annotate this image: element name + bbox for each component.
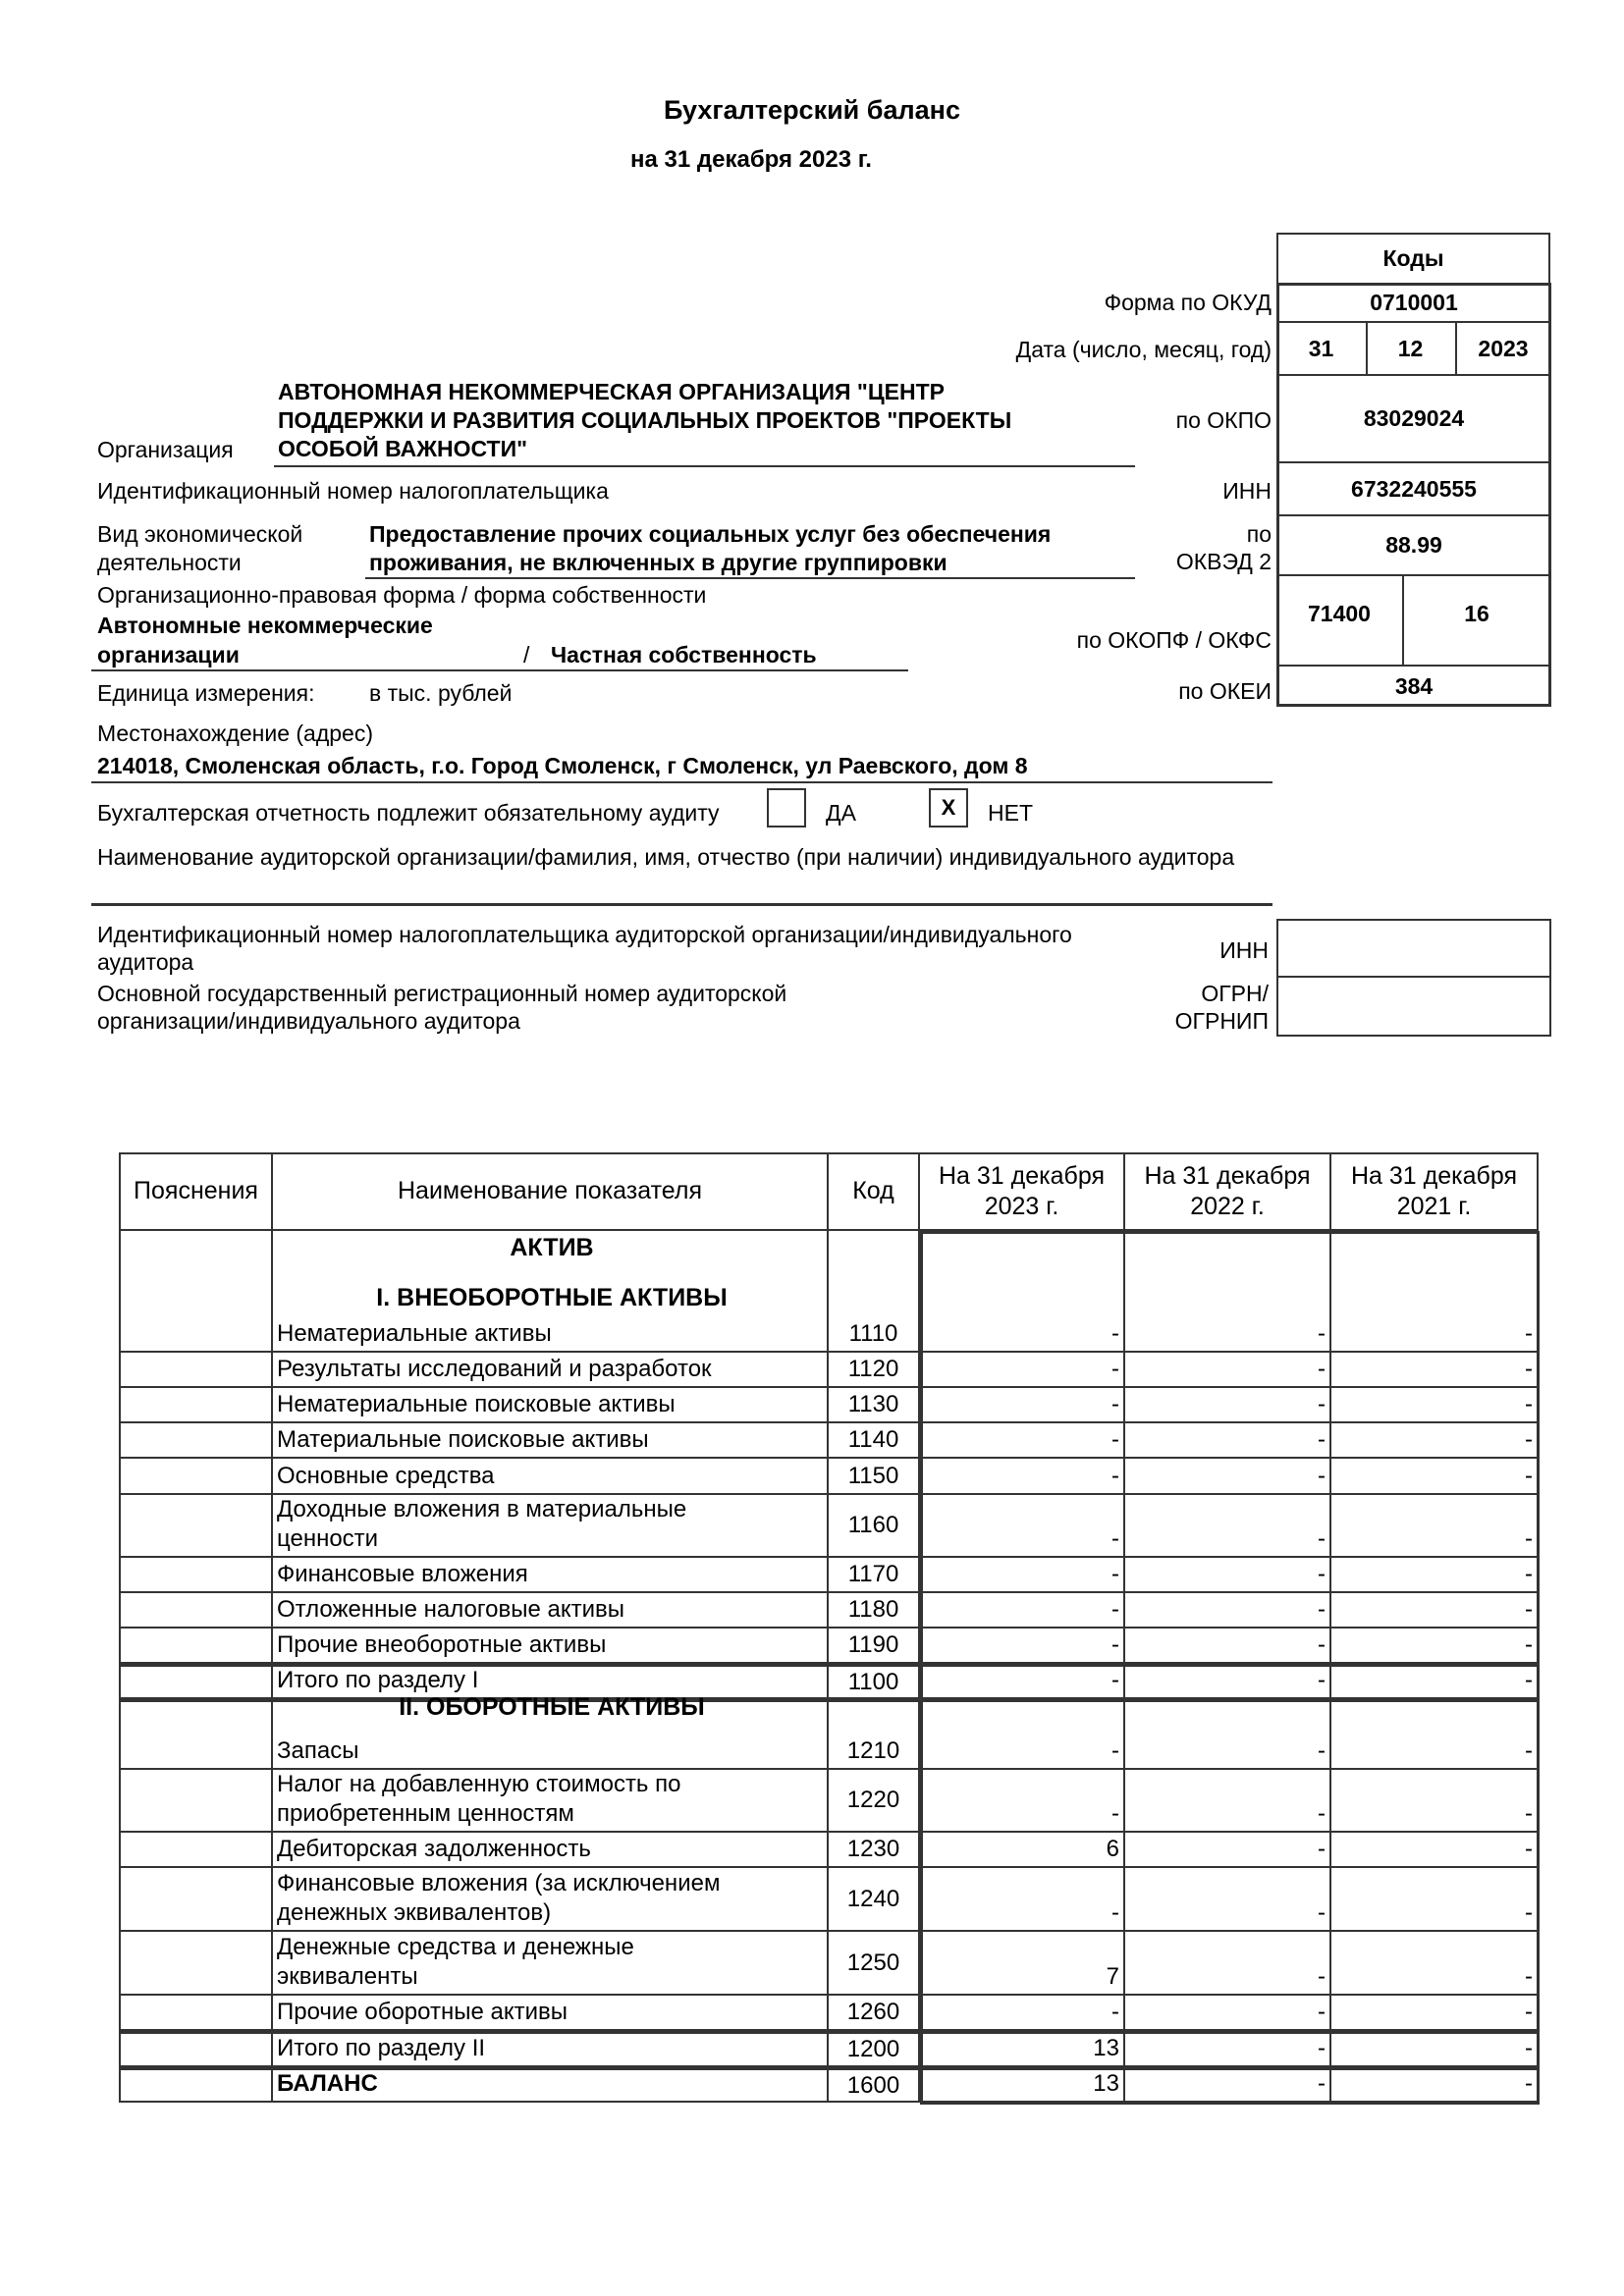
row-name — [273, 1868, 829, 1932]
address-label: Местонахождение (адрес) — [97, 721, 373, 746]
row-name-text: Основные средства — [277, 1463, 495, 1489]
row-name-text: Финансовые вложения — [277, 1561, 528, 1587]
row-notes — [119, 1629, 273, 1664]
row-code: 1600 — [829, 2070, 920, 2103]
row-notes — [119, 1495, 273, 1558]
date-label: Дата (число, месяц, год) — [1015, 337, 1272, 362]
address-value: 214018, Смоленская область, г.о. Город Смоленск, г Смоленск, ул Раевского, дом 8 — [97, 753, 1028, 778]
activity-line-1: Предоставление прочих социальных услуг без обеспечения — [369, 521, 1052, 547]
row-name-text: Итого по разделу II — [277, 2035, 486, 2061]
row-code: 1240 — [829, 1868, 920, 1932]
auditor-inn-text-1: Идентификационный номер налогоплательщика аудиторской организации/индивидуального — [97, 922, 1072, 947]
row-code: 1190 — [829, 1629, 920, 1664]
row-name-text: Доходные вложения в материальные — [277, 1496, 687, 1522]
page-title: Бухгалтерский баланс — [664, 95, 960, 125]
row-name-text: ценности — [277, 1525, 379, 1552]
row-name — [273, 1459, 829, 1495]
row-value-2023: - — [920, 1423, 1125, 1459]
table-row-1250 — [119, 1932, 1539, 1996]
row-name — [273, 2034, 829, 2067]
row-name — [273, 1558, 829, 1593]
row-name — [273, 1629, 829, 1664]
unit-value: в тыс. рублей — [369, 680, 513, 706]
okopf-label: по ОКОПФ / ОКФС — [1076, 627, 1272, 653]
auditor-ogrn-field[interactable] — [1276, 976, 1551, 1037]
table-row-1240 — [119, 1868, 1539, 1932]
row-name-text: Дебиторская задолженность — [277, 1836, 591, 1862]
table-row-1190 — [119, 1629, 1539, 1664]
section-2-heading: II. ОБОРОТНЫЕ АКТИВЫ — [399, 1692, 705, 1721]
col-name: Наименование показателя — [273, 1154, 829, 1231]
organization-name-line-1: АВТОНОМНАЯ НЕКОММЕРЧЕСКАЯ ОРГАНИЗАЦИЯ "ЦЕНТР — [278, 379, 945, 404]
row-value-2021: - — [1331, 1459, 1539, 1495]
row-name-text: эквиваленты — [277, 1963, 418, 1990]
row-notes — [119, 1558, 273, 1593]
row-code: 1110 — [829, 1231, 920, 1353]
row-code: 1200 — [829, 2034, 920, 2067]
row-code: 1250 — [829, 1932, 920, 1996]
legal-form-separator: / — [523, 642, 530, 667]
row-code: 1160 — [829, 1495, 920, 1558]
row-notes — [119, 1388, 273, 1423]
okud-code: 0710001 — [1370, 290, 1458, 315]
okopf-code: 71400 — [1308, 600, 1371, 626]
activity-line-2: проживания, не включенных в другие группировки — [369, 550, 947, 575]
row-code: 1150 — [829, 1459, 920, 1495]
table-row-1260 — [119, 1996, 1539, 2031]
col-2021: На 31 декабря 2021 г. — [1331, 1154, 1539, 1231]
unit-label: Единица измерения: — [97, 680, 315, 706]
row-notes — [119, 1868, 273, 1932]
row-notes — [119, 1423, 273, 1459]
date-year: 2023 — [1478, 335, 1529, 361]
row-code: 1230 — [829, 1833, 920, 1868]
row-value-2023: - — [920, 1770, 1125, 1833]
row-value-2023: 6 — [920, 1833, 1125, 1868]
col-notes: Пояснения — [119, 1154, 273, 1231]
row-value-2021: - — [1331, 1388, 1539, 1423]
row-name — [273, 1932, 829, 1996]
row-name-text: Прочие оборотные активы — [277, 1999, 568, 2025]
row-name — [273, 1495, 829, 1558]
row-value-2022: - — [1125, 1667, 1331, 1699]
auditor-ogrn-label-2: ОГРНИП — [1174, 1008, 1269, 1034]
row-notes — [119, 2070, 273, 2103]
auditor-inn-text-2: аудитора — [97, 949, 194, 975]
table-row-1170 — [119, 1558, 1539, 1593]
row-value-2021: - — [1331, 1667, 1539, 1699]
row-notes — [119, 2034, 273, 2067]
row-value-2021: - — [1331, 1629, 1539, 1664]
row-code: 1220 — [829, 1770, 920, 1833]
row-name-text: Отложенные налоговые активы — [277, 1596, 624, 1623]
table-row-1110 — [119, 1231, 1539, 1353]
row-notes — [119, 1770, 273, 1833]
row-value-2022: - — [1125, 1558, 1331, 1593]
row-value-2023: - — [920, 1388, 1125, 1423]
row-value-2023: - — [920, 1629, 1125, 1664]
row-name-text: Денежные средства и денежные — [277, 1934, 634, 1960]
row-value-2022: - — [1125, 1868, 1331, 1932]
activity-label-1: Вид экономической — [97, 521, 303, 547]
row-value-2023: - — [920, 1459, 1125, 1495]
row-value-2023: - — [920, 1231, 1125, 1353]
row-notes — [119, 1996, 273, 2031]
row-name-text: Финансовые вложения (за исключением — [277, 1870, 721, 1896]
row-value-2022: - — [1125, 1495, 1331, 1558]
audit-yes-label: ДА — [826, 800, 856, 826]
row-value-2022: - — [1125, 1702, 1331, 1770]
row-value-2021: - — [1331, 1231, 1539, 1353]
aktiv-heading: АКТИВ — [510, 1233, 594, 1261]
row-value-2022: - — [1125, 2034, 1331, 2067]
row-value-2022: - — [1125, 1932, 1331, 1996]
okpo-label: по ОКПО — [1175, 407, 1272, 433]
legal-form-line-2: организации — [97, 642, 240, 667]
okei-code: 384 — [1394, 672, 1434, 699]
auditor-ogrn-text-1: Основной государственный регистрационный номер аудиторской — [97, 981, 787, 1006]
row-value-2022: - — [1125, 1353, 1331, 1388]
row-value-2021: - — [1331, 1770, 1539, 1833]
table-row-1230 — [119, 1833, 1539, 1868]
row-name-text: Итого по разделу I — [277, 1667, 479, 1693]
row-notes — [119, 1231, 273, 1353]
row-value-2022: - — [1125, 1629, 1331, 1664]
table-row-1600 — [119, 2067, 1539, 2103]
row-value-2022: - — [1125, 1833, 1331, 1868]
okpo-code: 83029024 — [1363, 405, 1465, 431]
inn-text: Идентификационный номер налогоплательщика — [97, 478, 609, 504]
row-value-2022: - — [1125, 1388, 1331, 1423]
table-row-1180 — [119, 1593, 1539, 1629]
table-row-1150 — [119, 1459, 1539, 1495]
col-2023: На 31 декабря 2023 г. — [920, 1154, 1125, 1231]
table-row-1210 — [119, 1692, 1539, 1770]
row-value-2022: - — [1125, 1996, 1331, 2031]
row-value-2021: - — [1331, 1702, 1539, 1770]
row-name-text: Нематериальные поисковые активы — [277, 1391, 676, 1417]
auditor-ogrn-label-1: ОГРН/ — [1201, 981, 1269, 1006]
row-notes — [119, 1833, 273, 1868]
table-row-1220 — [119, 1770, 1539, 1833]
row-value-2021: - — [1331, 1423, 1539, 1459]
organization-name-line-2: ПОДДЕРЖКИ И РАЗВИТИЯ СОЦИАЛЬНЫХ ПРОЕКТОВ "ПРОЕКТЫ — [278, 407, 1012, 433]
organization-label: Организация — [97, 437, 234, 462]
legal-form-label: Организационно-правовая форма / форма собственности — [97, 582, 707, 608]
row-code: 1130 — [829, 1388, 920, 1423]
row-value-2022: - — [1125, 1593, 1331, 1629]
codes-title: Коды — [1382, 245, 1444, 271]
row-code: 1170 — [829, 1558, 920, 1593]
row-code: 1140 — [829, 1423, 920, 1459]
row-code: 1120 — [829, 1353, 920, 1388]
row-value-2023: 13 — [920, 2034, 1125, 2067]
page-subtitle: на 31 декабря 2023 г. — [630, 146, 872, 173]
row-value-2023: 13 — [920, 2070, 1125, 2103]
row-notes — [119, 1593, 273, 1629]
row-value-2021: - — [1331, 1868, 1539, 1932]
row-name — [273, 1231, 829, 1353]
row-value-2023: - — [920, 1868, 1125, 1932]
table-row-1140 — [119, 1423, 1539, 1459]
row-value-2023: - — [920, 1667, 1125, 1699]
organization-name-line-3: ОСОБОЙ ВАЖНОСТИ" — [278, 436, 528, 461]
table-row-1200 — [119, 2031, 1539, 2067]
row-value-2021: - — [1331, 2034, 1539, 2067]
table-header-row — [119, 1152, 1539, 1231]
row-name — [273, 1996, 829, 2031]
row-notes — [119, 1353, 273, 1388]
okved-label-1: по — [1246, 521, 1272, 547]
row-value-2023: 7 — [920, 1932, 1125, 1996]
date-month: 12 — [1397, 335, 1424, 361]
row-name-text: денежных эквивалентов) — [277, 1899, 552, 1926]
row-name-text: Прочие внеоборотные активы — [277, 1631, 607, 1658]
row-code: 1210 — [829, 1702, 920, 1770]
row-notes — [119, 1702, 273, 1770]
section-1-heading: I. ВНЕОБОРОТНЫЕ АКТИВЫ — [376, 1283, 728, 1311]
table-row-1120 — [119, 1353, 1539, 1388]
inn-label: ИНН — [1222, 478, 1272, 504]
table-row-1160 — [119, 1495, 1539, 1558]
row-name — [273, 1833, 829, 1868]
row-value-2022: - — [1125, 1770, 1331, 1833]
row-name-text: БАЛАНС — [277, 2070, 378, 2097]
okud-label: Форма по ОКУД — [1104, 290, 1272, 315]
row-code: 1100 — [829, 1667, 920, 1699]
okved-code: 88.99 — [1385, 532, 1442, 558]
row-name-text: приобретенным ценностям — [277, 1800, 574, 1827]
audit-question: Бухгалтерская отчетность подлежит обязательному аудиту — [97, 800, 720, 826]
auditor-ogrn-text-2: организации/индивидуального аудитора — [97, 1008, 520, 1034]
table-row-1130 — [119, 1388, 1539, 1423]
row-notes — [119, 1667, 273, 1699]
legal-form-line-1: Автономные некоммерческие — [97, 613, 433, 638]
row-value-2021: - — [1331, 2070, 1539, 2103]
row-value-2022: - — [1125, 1231, 1331, 1353]
row-value-2021: - — [1331, 1833, 1539, 1868]
row-name-text: Налог на добавленную стоимость по — [277, 1771, 681, 1797]
inn-code: 6732240555 — [1351, 475, 1477, 502]
row-value-2023: - — [920, 1495, 1125, 1558]
col-code: Код — [829, 1154, 920, 1231]
audit-no-label: НЕТ — [988, 800, 1033, 826]
ownership-form: Частная собственность — [551, 642, 817, 667]
row-value-2023: - — [920, 1593, 1125, 1629]
row-value-2023: - — [920, 1558, 1125, 1593]
row-name-text: Запасы — [277, 1737, 359, 1764]
row-value-2023: - — [920, 1353, 1125, 1388]
auditor-name-label: Наименование аудиторской организации/фамилия, имя, отчество (при наличии) индивидуального аудитора — [97, 844, 1235, 870]
row-code: 1260 — [829, 1996, 920, 2031]
auditor-inn-label: ИНН — [1219, 937, 1269, 963]
audit-yes-checkbox[interactable] — [767, 788, 806, 828]
okved-label-2: ОКВЭД 2 — [1175, 549, 1272, 574]
row-name — [273, 1770, 829, 1833]
okei-label: по ОКЕИ — [1178, 678, 1272, 704]
row-code: 1180 — [829, 1593, 920, 1629]
activity-label-2: деятельности — [97, 550, 242, 575]
row-value-2021: - — [1331, 1558, 1539, 1593]
row-name — [273, 1593, 829, 1629]
row-value-2023: - — [920, 1702, 1125, 1770]
row-value-2022: - — [1125, 1459, 1331, 1495]
row-notes — [119, 1459, 273, 1495]
row-name-text: Результаты исследований и разработок — [277, 1356, 712, 1382]
row-value-2021: - — [1331, 1353, 1539, 1388]
row-name — [273, 1423, 829, 1459]
row-name — [273, 2070, 829, 2103]
row-value-2022: - — [1125, 1423, 1331, 1459]
row-name-text: Материальные поисковые активы — [277, 1426, 649, 1453]
date-day: 31 — [1308, 335, 1334, 361]
row-name-text: Нематериальные активы — [277, 1320, 552, 1347]
okfs-code: 16 — [1464, 600, 1489, 626]
row-value-2023: - — [920, 1996, 1125, 2031]
row-notes — [119, 1932, 273, 1996]
row-value-2021: - — [1331, 1495, 1539, 1558]
row-value-2021: - — [1331, 1932, 1539, 1996]
row-name — [273, 1388, 829, 1423]
row-value-2021: - — [1331, 1996, 1539, 2031]
row-value-2022: - — [1125, 2070, 1331, 2103]
row-name — [273, 1353, 829, 1388]
auditor-inn-field[interactable] — [1276, 919, 1551, 978]
row-value-2021: - — [1331, 1593, 1539, 1629]
audit-no-checkbox[interactable]: X — [929, 788, 968, 828]
row-name — [273, 1692, 829, 1770]
col-2022: На 31 декабря 2022 г. — [1125, 1154, 1331, 1231]
